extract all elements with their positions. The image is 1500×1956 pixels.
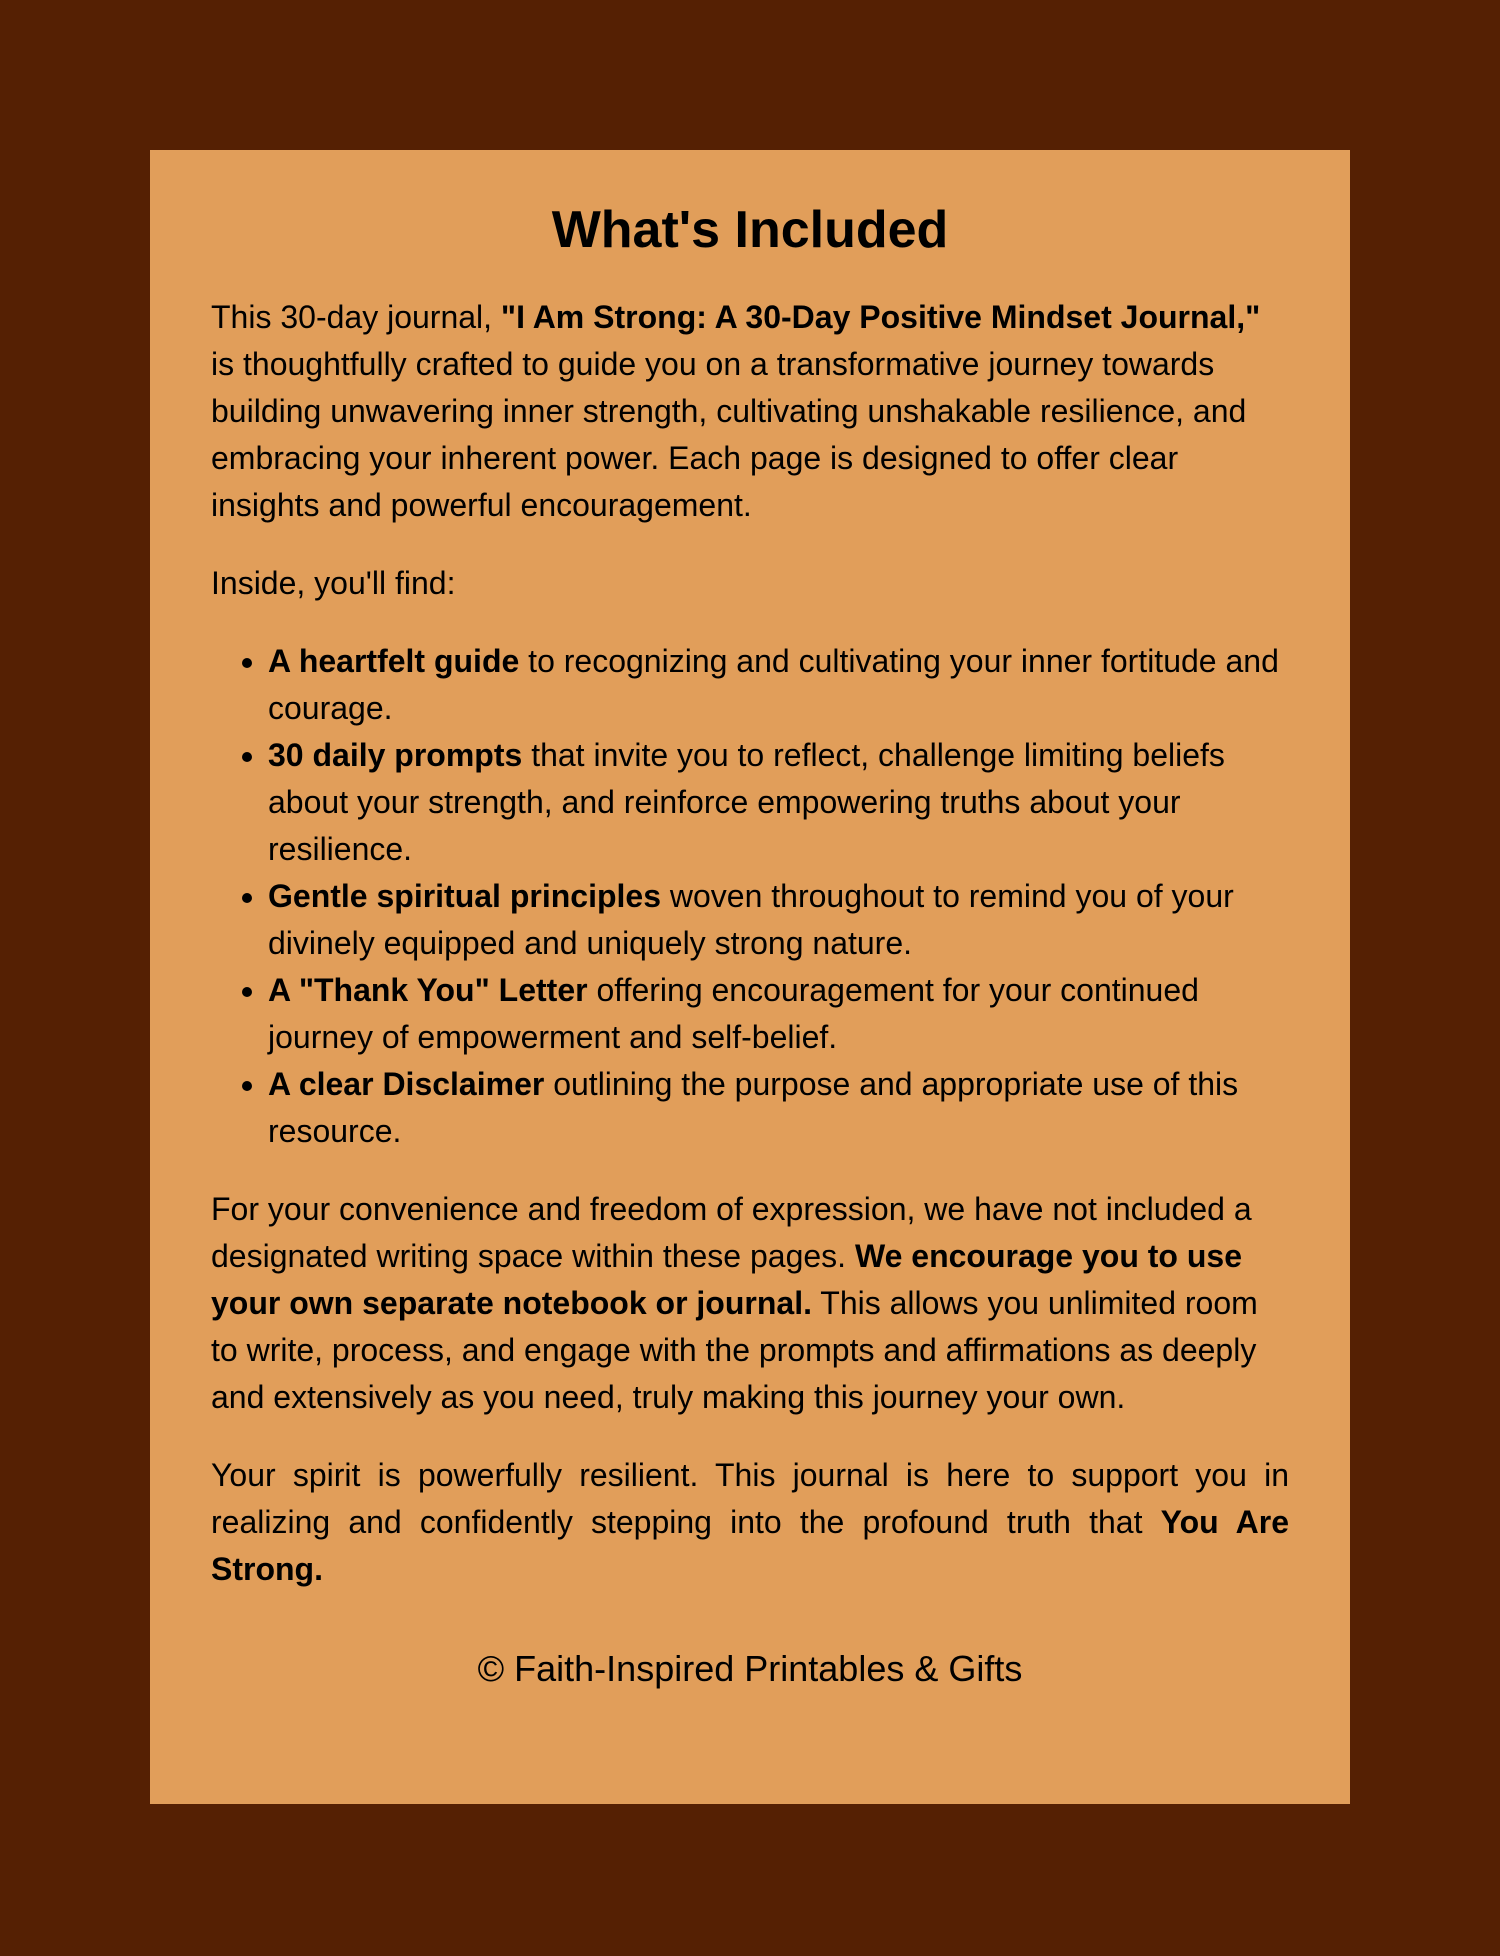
- feature-title: A clear Disclaimer: [268, 1066, 545, 1102]
- content-card: [150, 150, 1350, 1804]
- feature-title: 30 daily prompts: [268, 737, 523, 773]
- journal-title: "I Am Strong: A 30-Day Positive Mindset Journal,": [500, 299, 1261, 335]
- feature-text: woven throughout to remind you of your divinely equipped and uniquely strong nature.: [268, 878, 1234, 961]
- intro-paragraph: [211, 294, 1289, 529]
- feature-text: outlining the purpose and appropriate use of this resource.: [268, 1066, 1239, 1149]
- feature-title: A heartfelt guide: [268, 643, 520, 679]
- list-item: [268, 732, 1289, 873]
- list-item: [268, 1061, 1289, 1155]
- list-item: [268, 967, 1289, 1061]
- feature-text: offering encouragement for your continued journey of empowerment and self-belief.: [268, 972, 1199, 1055]
- features-list: [211, 638, 1289, 1155]
- list-item: [268, 638, 1289, 732]
- intro-rest: is thoughtfully crafted to guide you on a transformative journey towards building unwavering inner strength, cultivating unshakable resilience, and embracing your inherent power. Each page is designed to offer clear insights and powerful encouragement.: [211, 346, 1247, 523]
- list-item: [268, 873, 1289, 967]
- closing-lead: Your spirit is powerfully resilient. This journal is here to support you in realizing and confidently stepping into the profound truth that: [211, 1457, 1289, 1540]
- closing-paragraph: [211, 1452, 1289, 1593]
- intro-lead: This 30-day journal,: [211, 299, 501, 335]
- convenience-lead: For your convenience and freedom of expression, we have not included a designated writing space within these pages.: [211, 1191, 1252, 1274]
- convenience-rest: This allows you unlimited room to write, process, and engage with the prompts and affirmations as deeply and extensively as you need, truly making this journey your own.: [211, 1285, 1258, 1415]
- page-title: What's Included: [551, 201, 949, 259]
- notebook-encouragement: We encourage you to use your own separate notebook or journal.: [211, 1238, 1242, 1321]
- feature-title: Gentle spiritual principles: [268, 878, 661, 914]
- inside-label: Inside, you'll find:: [211, 565, 456, 601]
- feature-title: A "Thank You" Letter: [268, 972, 588, 1008]
- closing-emphasis: You Are Strong.: [211, 1504, 1290, 1587]
- copyright-footer: © Faith-Inspired Printables & Gifts: [477, 1648, 1023, 1689]
- feature-text: to recognizing and cultivating your inner fortitude and courage.: [268, 643, 1279, 726]
- convenience-paragraph: [211, 1186, 1289, 1421]
- feature-text: that invite you to reflect, challenge limiting beliefs about your strength, and reinforce empowering truths about your resilience.: [268, 737, 1225, 867]
